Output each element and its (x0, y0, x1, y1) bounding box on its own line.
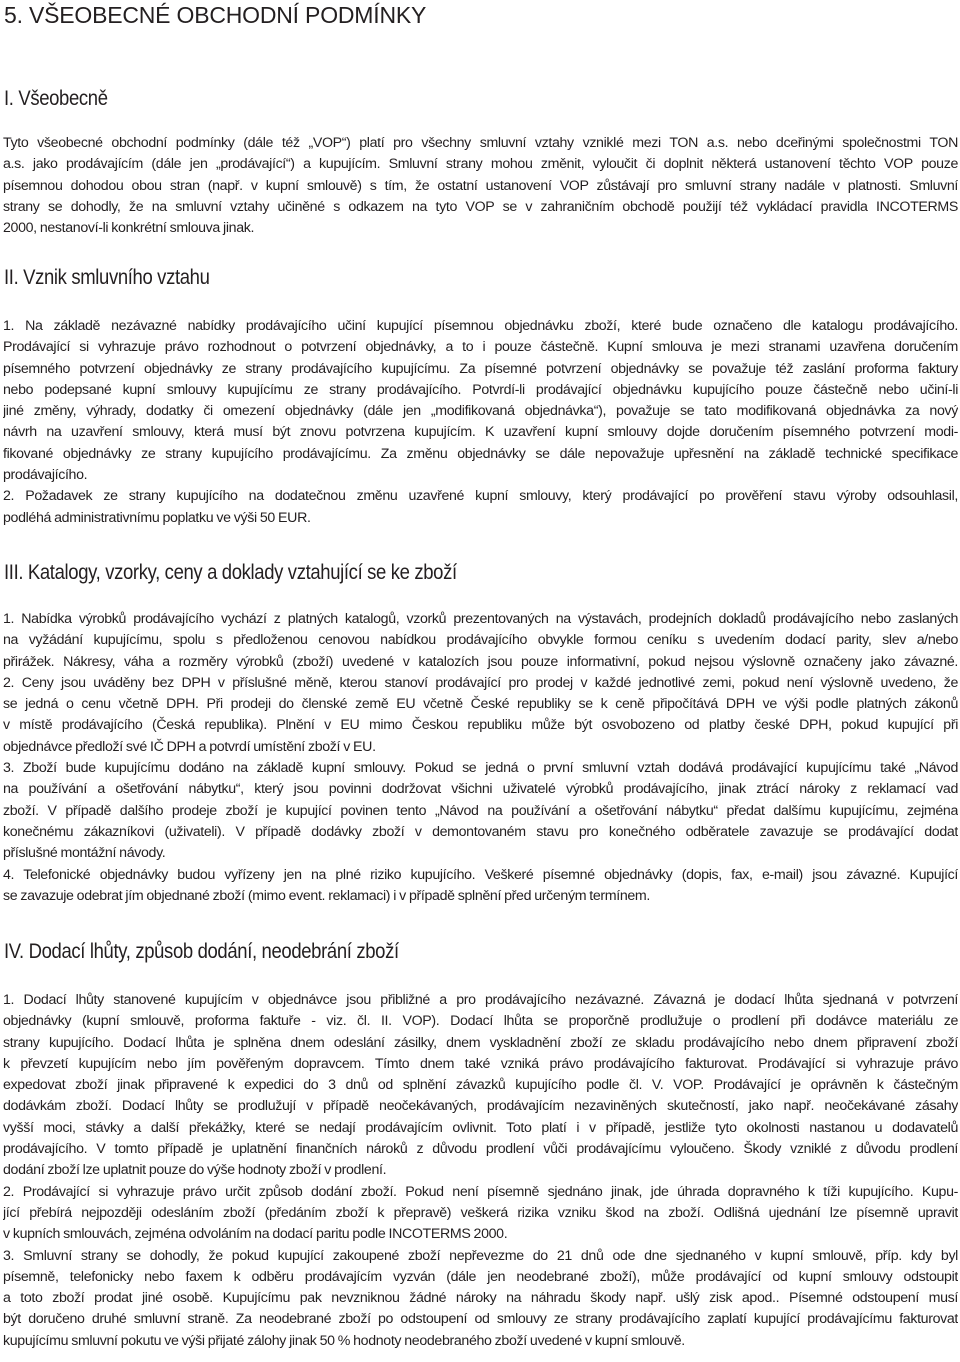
text-line: jiné změny, výhrady, dodatky či omezení objednávky (dále jen „modifikovaná objednávka“), považuje se tato modifikovaná objednávka za nový (3, 403, 958, 420)
text-line: Tyto všeobecné obchodní podmínky (dále též „VOP“) platí pro všechny smluvní vztahy vzniklé mezi TON a.s. nebo dceřinými společnostmi TON (3, 135, 958, 151)
text-line: 3. Zboží bude kupujícímu dodáno na základě kupní smlouvy. Pokud se jedná o první smluvní vztah dodává prodávající kupujícímu také „Návod (3, 760, 958, 777)
text-line: se zavazuje odebrat jím objednané zboží (mimo event. reklamaci) i v případě splnění před určeným termínem. (3, 887, 650, 904)
text-line: 1. Dodací lhůty stanovené kupujícím v objednávce jsou přibližné a pro prodávajícího nezávazné. Závazná je dodací lhůta sjednaná v potvrzení (3, 992, 958, 1008)
text-line: konečnému zákazníkovi (uživateli). V případě dodávky zboží v demontovaném stavu pro konečného odběratele zavazuje se prodávající dodat (3, 823, 958, 840)
text-line: vyšší moci, stávky a další překážky, které se nedají prodávajícím ovlivnit. Toto platí i v případě, jestliže tyto okolnosti nastanou u dodavatelů (3, 1119, 958, 1136)
text-line: strany se dohodly, že na smluvní vztahy učiněné s odkazem na tyto VOP se v zahraničním obchodě použijí též vykládací pravidla INCOTERMS (3, 198, 958, 215)
section-2-heading: II. Vznik smluvního vztahu (4, 266, 210, 289)
section-4-body (3, 990, 958, 1352)
text-line: k převzetí kupujícím nebo jím pověřeným dopravcem. Tímto dnem také vzniká právo prodávajícího fakturovat. Prodávající si vyhrazuje právo (3, 1055, 958, 1072)
section-3-heading: III. Katalogy, vzorky, ceny a doklady vztahující se ke zboží (4, 561, 457, 584)
section-1-heading: I. Všeobecně (4, 87, 108, 110)
text-line: 2. Požadavek ze strany kupujícího na dodatečnou změnu uzavřené kupní smlouvy, který prodávající po prověření stavu výroby odsouhlasil, (3, 488, 958, 505)
text-line: písemnou dohodou obou stran (např. v kupní smlouvě) s tím, že ostatní ustanovení VOP zůstávají pro smluvní strany nadále v platnosti. Smluvní (3, 177, 958, 194)
text-line: a.s. jako prodávajícím (dále jen „prodávající“) a kupujícím. Smluvní strany mohou změnit, vyloučit či doplnit některá ustanovení těchto VOP pouze (3, 156, 958, 173)
text-line: nebo podepsané kupní smlouvy kupujícímu ze strany prodávajícího. Potvrdí-li prodávající objednávku kupujícího pouze částečně nebo učiní-li (3, 381, 958, 398)
section-2-body (3, 316, 958, 529)
document-title: 5. VŠEOBECNÉ OBCHODNÍ PODMÍNKY (4, 2, 427, 28)
text-line: přirážek. Nákresy, váha a rozměry výrobků (zboží) uvedené v katalozích jsou pouze informativní, pokud nejsou výslovně označeny jako závazné. (3, 653, 958, 670)
text-line: dodání zboží lze uplatnit pouze do výše hodnoty zboží v prodlení. (3, 1162, 387, 1179)
text-line: a toto zboží prodat jiné osobě. Kupujícímu pak nevzniknou žádné nároky na náhradu škody např. ušlý zisk apod.. Písemné odstoupení musí (3, 1290, 958, 1307)
text-line: expedovat zboží jinak připravené k expedici do 3 dnů od splnění závazků kupujícího podle čl. V. VOP. Prodávající je oprávněn k částečným (3, 1077, 958, 1094)
text-line: v kupních smlouvách, zejména odvoláním na dodací paritu podle INCOTERMS 2000. (3, 1226, 508, 1243)
section-1-body (3, 133, 958, 239)
text-line: písemně, telefonicky nebo faxem k odběru prodávajícím vyzván (dále jen neodebrané zboží), může prodávající od kupní smlouvy odstoupit (3, 1268, 958, 1285)
text-line: Prodávající si vyhrazuje právo rozhodnout o potvrzení objednávky, a to i pouze částečně. Kupní smlouva je mezi stranami uzavřena doručením (3, 339, 958, 356)
section-3-body (3, 609, 958, 907)
text-line: příslušné montážní návody. (3, 845, 166, 862)
text-line: 2000, nestanoví-li konkrétní smlouva jinak. (3, 220, 255, 237)
text-line: 2. Ceny jsou uváděny bez DPH v příslušné měně, kterou stanoví prodávající pro prodej v každé jednotlivé zemi, pokud není výslovně uvedeno, že (3, 674, 958, 691)
text-line: na používání a ošetřování nábytku“, který jsou povinni dodržovat všichni uživatelé výrobků prodávajícího, jinak ztrácí nároky z reklamací vad (3, 781, 958, 798)
text-line: zboží. V případě dalšího prodeje zboží je kupující povinen tento „Návod na používání a ošetřování nábytku“ předat dalšímu kupujícímu, zejména (3, 802, 958, 819)
text-line: dodávkám zboží. Dodací lhůty se prodlužují v případě neočekávaných, prodávajícím nezaviněných skutečností, jako např. neočekávané zásahy (3, 1098, 958, 1115)
text-line: strany kupujícího. Dodací lhůta je splněna dnem odeslání zásilky, dnem vyskladnění zboží ze skladu prodávajícího nebo dnem připravení zboží (3, 1034, 958, 1051)
text-line: písemného potvrzení objednávky ze strany prodávajícího kupujícímu. Za písemné potvrzení objednávky se považuje též zaslání proforma faktury (3, 360, 958, 377)
text-line: jící přebírá nejpozději odesláním zboží (předáním zboží k přepravě) veškerá rizika vzniku škod na zboží. Odlišná ujednání lze písemně upravit (3, 1204, 958, 1221)
text-line: být doručeno druhé smluvní straně. Za neodebrané zboží po odstoupení od smlouvy ze strany prodávajícího zaplatí kupující prodávajícímu fakturovat (3, 1311, 958, 1328)
text-line: podléhá administrativnímu poplatku ve výši 50 EUR. (3, 509, 311, 526)
section-4-heading: IV. Dodací lhůty, způsob dodání, neodebrání zboží (4, 940, 399, 963)
text-line: 1. Nabídka výrobků prodávajícího vychází z platných katalogů, vzorků prezentovaných na výstavách, prodejních dokladů prodávajícího nebo zaslaných (3, 611, 958, 627)
text-line: návrh na uzavření smlouvy, která musí být znovu potvrzena kupujícím. K uzavření kupní smlouvy dojde doručením písemného potvrzení modi- (3, 424, 958, 441)
text-line: objednávce předloží své IČ DPH a potvrdí umístění zboží v EU. (3, 738, 376, 755)
text-line: prodávajícího. V tomto případě je uplatnění finančních nároků z důvodu prodlení vůči prodávajícímu vyloučeno. Škody vzniklé z důvodu prodlení (3, 1141, 958, 1158)
text-line: v místě prodávajícího (Česká republika). Plnění v EU mimo Českou republiku může být osvobozeno od platby české DPH, pokud kupující při (3, 717, 958, 734)
text-line: objednávky (kupní smlouvě, proforma faktuře - viz. čl. II. VOP). Dodací lhůta se proporčně prodlužuje o prodlení při dodávce materiálu ze (3, 1013, 958, 1030)
text-line: se jedná o cenu včetně DPH. Při prodeji do členské země EU včetně České republiky se k ceně připočítává DPH ve výši podle platných zákonů (3, 696, 958, 713)
text-line: prodávajícího. (3, 467, 88, 484)
text-line: na vyžádání kupujícímu, spolu s předloženou cenovou nabídkou prodávajícího obvykle formou ceníku s uvedením dodací parity, slev a/nebo (3, 632, 958, 649)
text-line: 3. Smluvní strany se dohodly, že pokud kupující zakoupené zboží nepřevezme do 21 dnů ode dne sjednaného v kupní smlouvě, příp. kdy byl (3, 1247, 958, 1264)
text-line: 1. Na základě nezávazné nabídky prodávajícího učiní kupující písemnou objednávku zboží, které bude označeno dle katalogu prodávajícího. (3, 318, 958, 334)
text-line: kupujícímu smluvní pokutu ve výši přijaté zálohy jinak 50 % hodnoty neodebraného zboží uvedené v kupní smlouvě. (3, 1332, 685, 1349)
text-line: fikované objednávky ze strany kupujícího prodávajícímu. Za změnu objednávky se dále nepovažuje upřesnění na základě technické specifikace (3, 445, 958, 462)
text-line: 2. Prodávající si vyhrazuje právo určit způsob dodání zboží. Pokud není písemně sjednáno jinak, jde úhrada dopravného k tíži kupujícího. Kupu- (3, 1183, 958, 1200)
text-line: 4. Telefonické objednávky budou vyřízeny jen na plné riziko kupujícího. Veškeré písemné objednávky (dopis, fax, e-mail) jsou závazné. Kupující (3, 866, 958, 883)
